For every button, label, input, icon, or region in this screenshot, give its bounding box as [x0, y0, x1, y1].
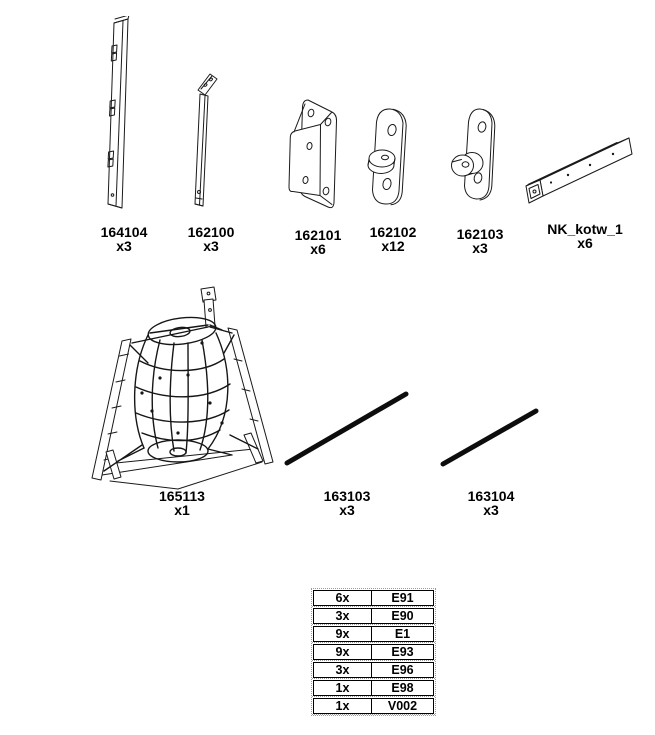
- part-drawing-nk-kotw-1: [518, 134, 642, 208]
- hardware-qty: 9x: [314, 645, 372, 659]
- part-id: 163104: [467, 488, 515, 504]
- table-row: [313, 698, 434, 714]
- part-qty: x3: [203, 238, 219, 254]
- part-qty: x1: [174, 502, 190, 518]
- label-162100: [161, 225, 261, 253]
- bracket-icon: [286, 88, 352, 218]
- part-qty: x3: [339, 502, 355, 518]
- part-id: 162103: [456, 226, 504, 242]
- part-drawing-162100: [186, 70, 234, 212]
- part-id: 162102: [369, 224, 417, 240]
- part-drawing-164104: [98, 16, 138, 214]
- table-row: [313, 680, 434, 696]
- table-row: [313, 608, 434, 624]
- part-drawing-162103: [446, 106, 506, 208]
- part-qty: x6: [310, 241, 326, 257]
- part-id: 162101: [294, 227, 342, 243]
- label-162102: [343, 225, 443, 253]
- hardware-qty: 1x: [314, 681, 372, 695]
- label-163103: [297, 489, 397, 517]
- part-qty: x3: [483, 502, 499, 518]
- part-id: 164104: [100, 224, 148, 240]
- table-row: [313, 662, 434, 678]
- hardware-qty: 6x: [314, 591, 372, 605]
- table-row: [313, 590, 434, 606]
- hardware-code: E1: [394, 627, 411, 641]
- part-qty: x3: [472, 240, 488, 256]
- part-drawing-162102: [363, 106, 417, 214]
- label-162103: [430, 227, 530, 255]
- hardware-code: V002: [387, 699, 418, 713]
- table-row: [313, 626, 434, 642]
- label-165113: [132, 489, 232, 517]
- hardware-code: E90: [391, 609, 414, 623]
- oval-plate-boss-icon: [446, 106, 506, 208]
- hardware-code: E91: [391, 591, 414, 605]
- label-163104: [441, 489, 541, 517]
- part-drawing-163104: [438, 406, 540, 468]
- hardware-table: [311, 588, 436, 716]
- part-qty: x3: [116, 238, 132, 254]
- hardware-qty: 1x: [314, 699, 372, 713]
- label-164104: [74, 225, 174, 253]
- rod-long-icon: [283, 388, 411, 468]
- part-id: 163103: [323, 488, 371, 504]
- part-id: 162100: [187, 224, 235, 240]
- oval-plate-icon: [363, 106, 417, 214]
- anchor-beam-icon: [518, 134, 642, 208]
- part-qty: x6: [577, 235, 593, 251]
- part-qty: x12: [381, 238, 405, 254]
- part-drawing-165113: [82, 283, 287, 490]
- part-id: 165113: [159, 488, 205, 504]
- hardware-qty: 3x: [314, 663, 372, 677]
- part-drawing-162101: [286, 88, 352, 218]
- post-long-icon: [98, 16, 138, 214]
- part-drawing-163103: [283, 388, 411, 468]
- part-id: NK_kotw_1: [547, 221, 623, 237]
- post-angled-icon: [186, 70, 234, 212]
- climbing-net-icon: [82, 283, 287, 490]
- hardware-code: E96: [391, 663, 414, 677]
- label-nk-kotw-1: [525, 222, 645, 250]
- rod-short-icon: [438, 406, 540, 468]
- hardware-qty: 3x: [314, 609, 372, 623]
- hardware-code: E98: [391, 681, 414, 695]
- hardware-code: E93: [391, 645, 414, 659]
- table-row: [313, 644, 434, 660]
- hardware-qty: 9x: [314, 627, 372, 641]
